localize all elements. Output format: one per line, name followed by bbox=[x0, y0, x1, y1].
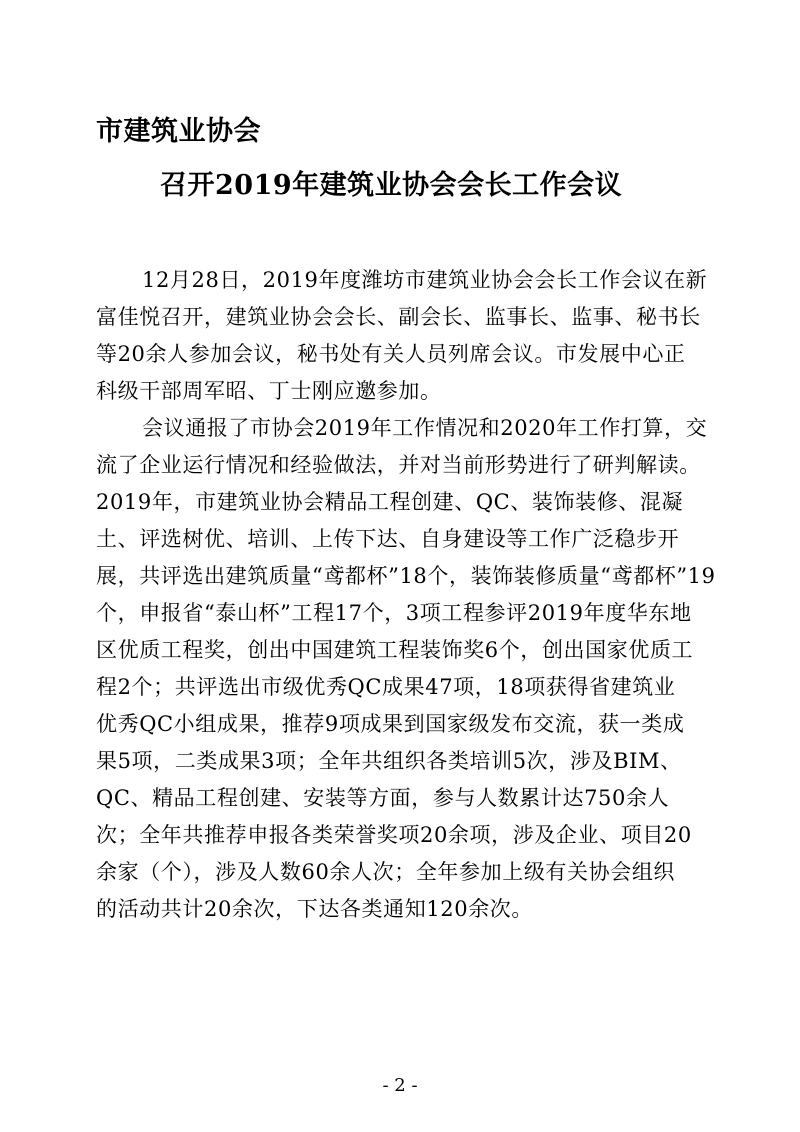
paragraph-line: 果5项，二类成果3项；全年共组织各类培训5次，涉及BIM、 bbox=[96, 749, 682, 773]
paragraph-line: 优秀QC小组成果，推荐9项成果到国家级发布交流，获一类成 bbox=[96, 712, 685, 736]
paragraph-line: 12月28日，2019年度潍坊市建筑业协会会长工作会议在新 bbox=[142, 268, 708, 292]
paragraph-line: 2019年，市建筑业协会精品工程创建、QC、装饰装修、混凝 bbox=[96, 490, 684, 514]
paragraph-line: 土、评选树优、培训、上传下达、自身建设等工作广泛稳步开 bbox=[96, 527, 680, 551]
paragraph-line: 区优质工程奖，创出中国建筑工程装饰奖6个，创出国家优质工 bbox=[96, 638, 694, 662]
paragraph-line: 次；全年共推荐申报各类荣誉奖项20余项，涉及企业、项目20 bbox=[96, 823, 692, 847]
paragraph-line: 的活动共计20余次，下达各类通知120余次。 bbox=[96, 897, 534, 921]
paragraph-2 bbox=[96, 410, 716, 928]
paragraph-line: 流了企业运行情况和经验做法，并对当前形势进行了研判解读。 bbox=[96, 453, 701, 477]
paragraph-line: 富佳悦召开，建筑业协会会长、副会长、监事长、监事、秘书长 bbox=[96, 305, 701, 329]
body-text bbox=[96, 262, 716, 928]
paragraph-line: QC、精品工程创建、安装等方面，参与人数累计达750余人 bbox=[96, 786, 670, 810]
document-title: 召开2019年建筑业协会会长工作会议 bbox=[160, 170, 623, 201]
paragraph-1 bbox=[96, 262, 706, 410]
paragraph-line: 展，共评选出建筑质量“鸢都杯”18个，装饰装修质量“鸢都杯”19 bbox=[96, 564, 716, 588]
paragraph-line: 程2个；共评选出市级优秀QC成果47项，18项获得省建筑业 bbox=[96, 675, 676, 699]
paragraph-line: 余家（个），涉及人数60余人次；全年参加上级有关协会组织 bbox=[96, 860, 676, 884]
paragraph-line: 会议通报了市协会2019年工作情况和2020年工作打算，交 bbox=[142, 416, 708, 440]
page-number: - 2 - bbox=[382, 1075, 418, 1096]
paragraph-line: 个，申报省“泰山杯”工程17个，3项工程参评2019年度华东地 bbox=[96, 601, 692, 625]
paragraph-line: 科级干部周军昭、丁士刚应邀参加。 bbox=[96, 379, 442, 403]
paragraph-line: 等20余人参加会议，秘书处有关人员列席会议。市发展中心正 bbox=[96, 342, 686, 366]
organization-heading: 市建筑业协会 bbox=[96, 116, 261, 147]
